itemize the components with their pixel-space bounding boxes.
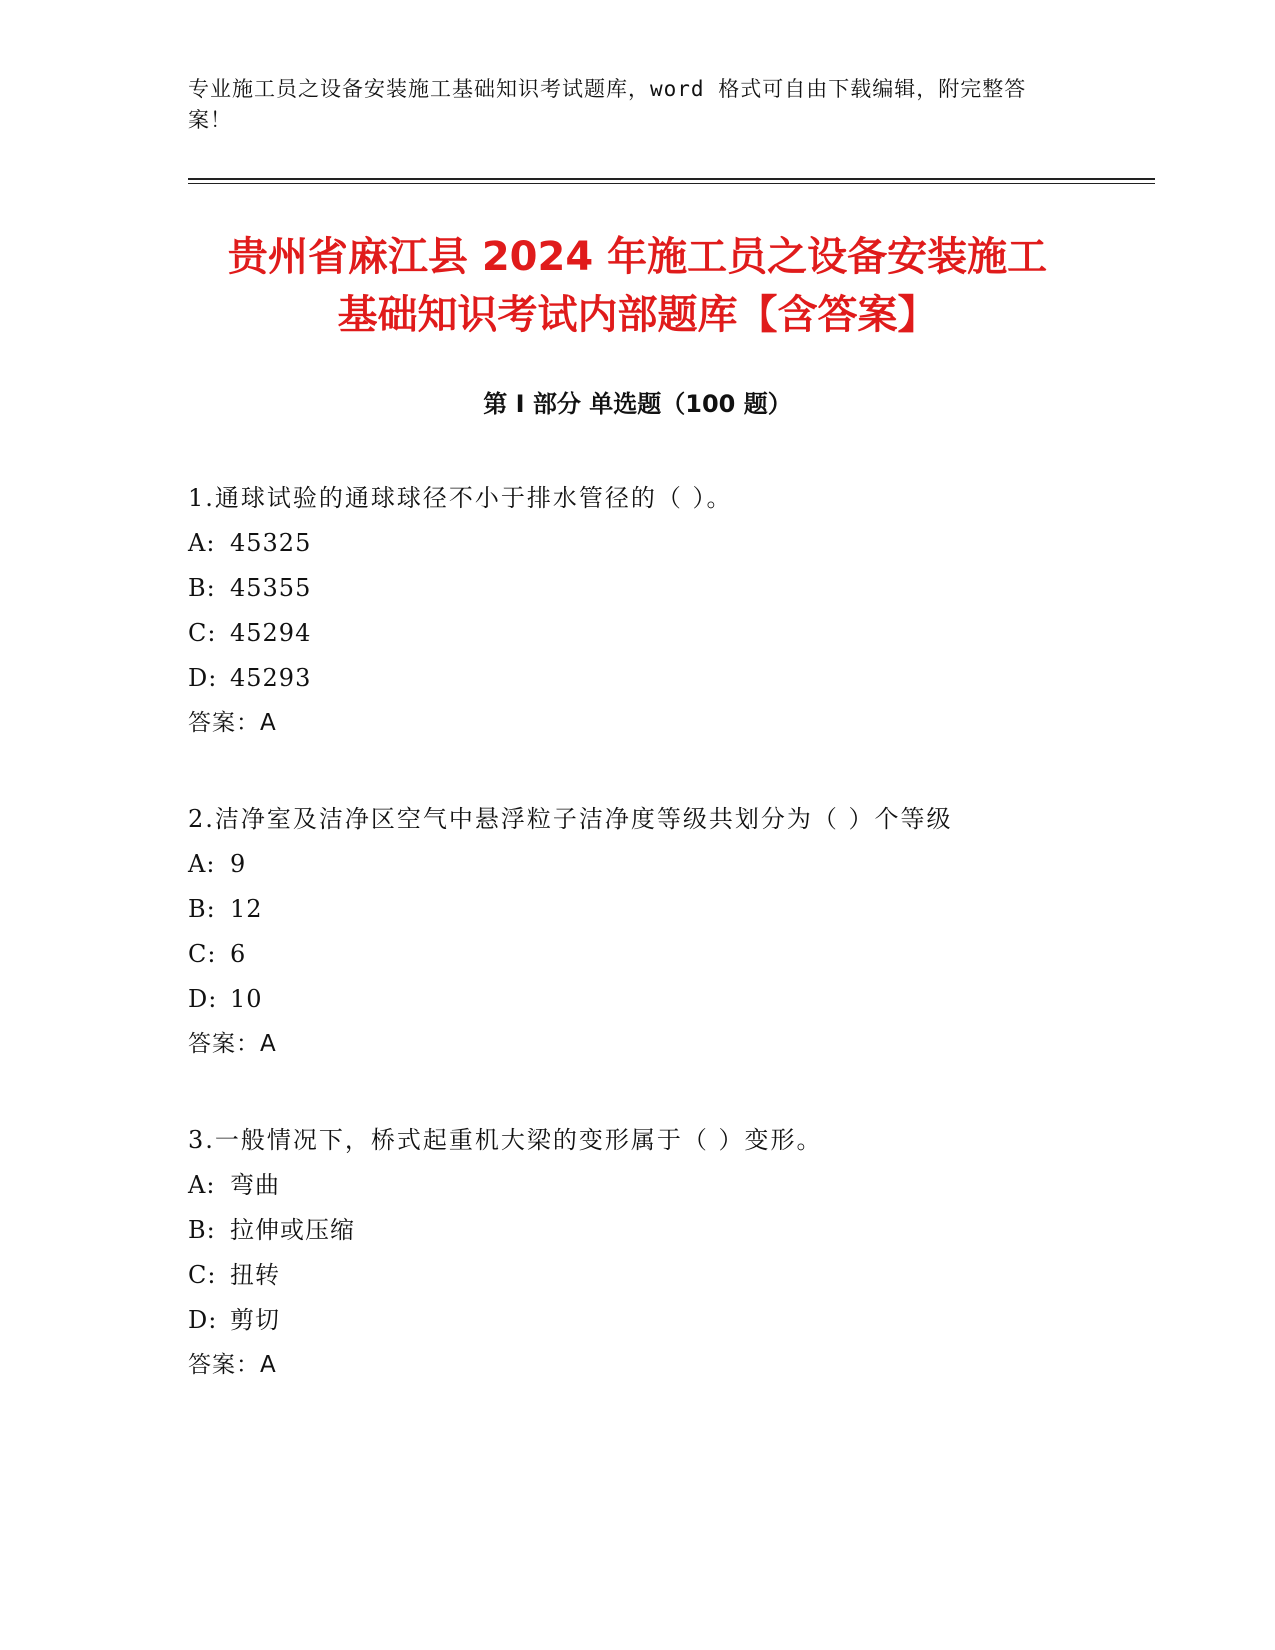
- option-d: [188, 1298, 1128, 1343]
- question-3: [188, 1118, 1128, 1388]
- option-letter: C:: [188, 619, 217, 647]
- question-2: [188, 797, 1128, 1067]
- option-a: [188, 1163, 1128, 1208]
- question-1: [188, 476, 1128, 746]
- option-text: 45293: [230, 664, 312, 692]
- option-text: 45294: [230, 619, 312, 647]
- option-d: [188, 656, 1128, 701]
- option-d: [188, 977, 1128, 1022]
- question-list: [188, 476, 1128, 1439]
- option-b: [188, 1208, 1128, 1253]
- document-title-line-1: 贵州省麻江县 2024 年施工员之设备安装施工: [227, 234, 1048, 280]
- option-text: 45355: [230, 574, 312, 602]
- question-stem: 2.洁净室及洁净区空气中悬浮粒子洁净度等级共划分为（ ）个等级: [188, 805, 953, 833]
- option-letter: C:: [188, 1261, 217, 1289]
- option-text: 45325: [230, 529, 312, 557]
- section-title: 第 I 部分 单选题（100 题）: [483, 390, 792, 418]
- option-letter: D:: [188, 664, 218, 692]
- option-text: 9: [230, 850, 247, 878]
- option-text: 10: [230, 985, 263, 1013]
- option-letter: B:: [188, 1216, 216, 1244]
- document-title: [160, 228, 1115, 344]
- option-a: [188, 842, 1128, 887]
- question-stem: 1.通球试验的通球球径不小于排水管径的（ ）。: [188, 484, 733, 512]
- option-letter: A:: [188, 850, 216, 878]
- answer-line: 答案：A: [188, 1031, 277, 1057]
- option-c: [188, 1253, 1128, 1298]
- option-text: 拉伸或压缩: [230, 1216, 355, 1244]
- question-stem: 3.一般情况下，桥式起重机大梁的变形属于（ ）变形。: [188, 1126, 823, 1154]
- option-c: [188, 611, 1128, 656]
- option-b: [188, 887, 1128, 932]
- option-letter: B:: [188, 574, 216, 602]
- option-letter: A:: [188, 1171, 216, 1199]
- option-text: 剪切: [230, 1306, 280, 1334]
- option-text: 12: [230, 895, 263, 923]
- option-letter: D:: [188, 985, 218, 1013]
- header-divider-thick: [188, 178, 1155, 180]
- option-letter: C:: [188, 940, 217, 968]
- option-letter: B:: [188, 895, 216, 923]
- option-letter: A:: [188, 529, 216, 557]
- option-text: 扭转: [230, 1261, 280, 1289]
- header-note: 专业施工员之设备安装施工基础知识考试题库，word 格式可自由下载编辑，附完整答案！: [188, 77, 1027, 132]
- option-letter: D:: [188, 1306, 218, 1334]
- option-a: [188, 521, 1128, 566]
- option-c: [188, 932, 1128, 977]
- header-divider-thin: [188, 183, 1155, 184]
- option-text: 6: [230, 940, 247, 968]
- answer-line: 答案：A: [188, 710, 277, 736]
- document-title-line-2: 基础知识考试内部题库【含答案】: [337, 292, 938, 338]
- option-text: 弯曲: [230, 1171, 280, 1199]
- option-b: [188, 566, 1128, 611]
- answer-line: 答案：A: [188, 1352, 277, 1378]
